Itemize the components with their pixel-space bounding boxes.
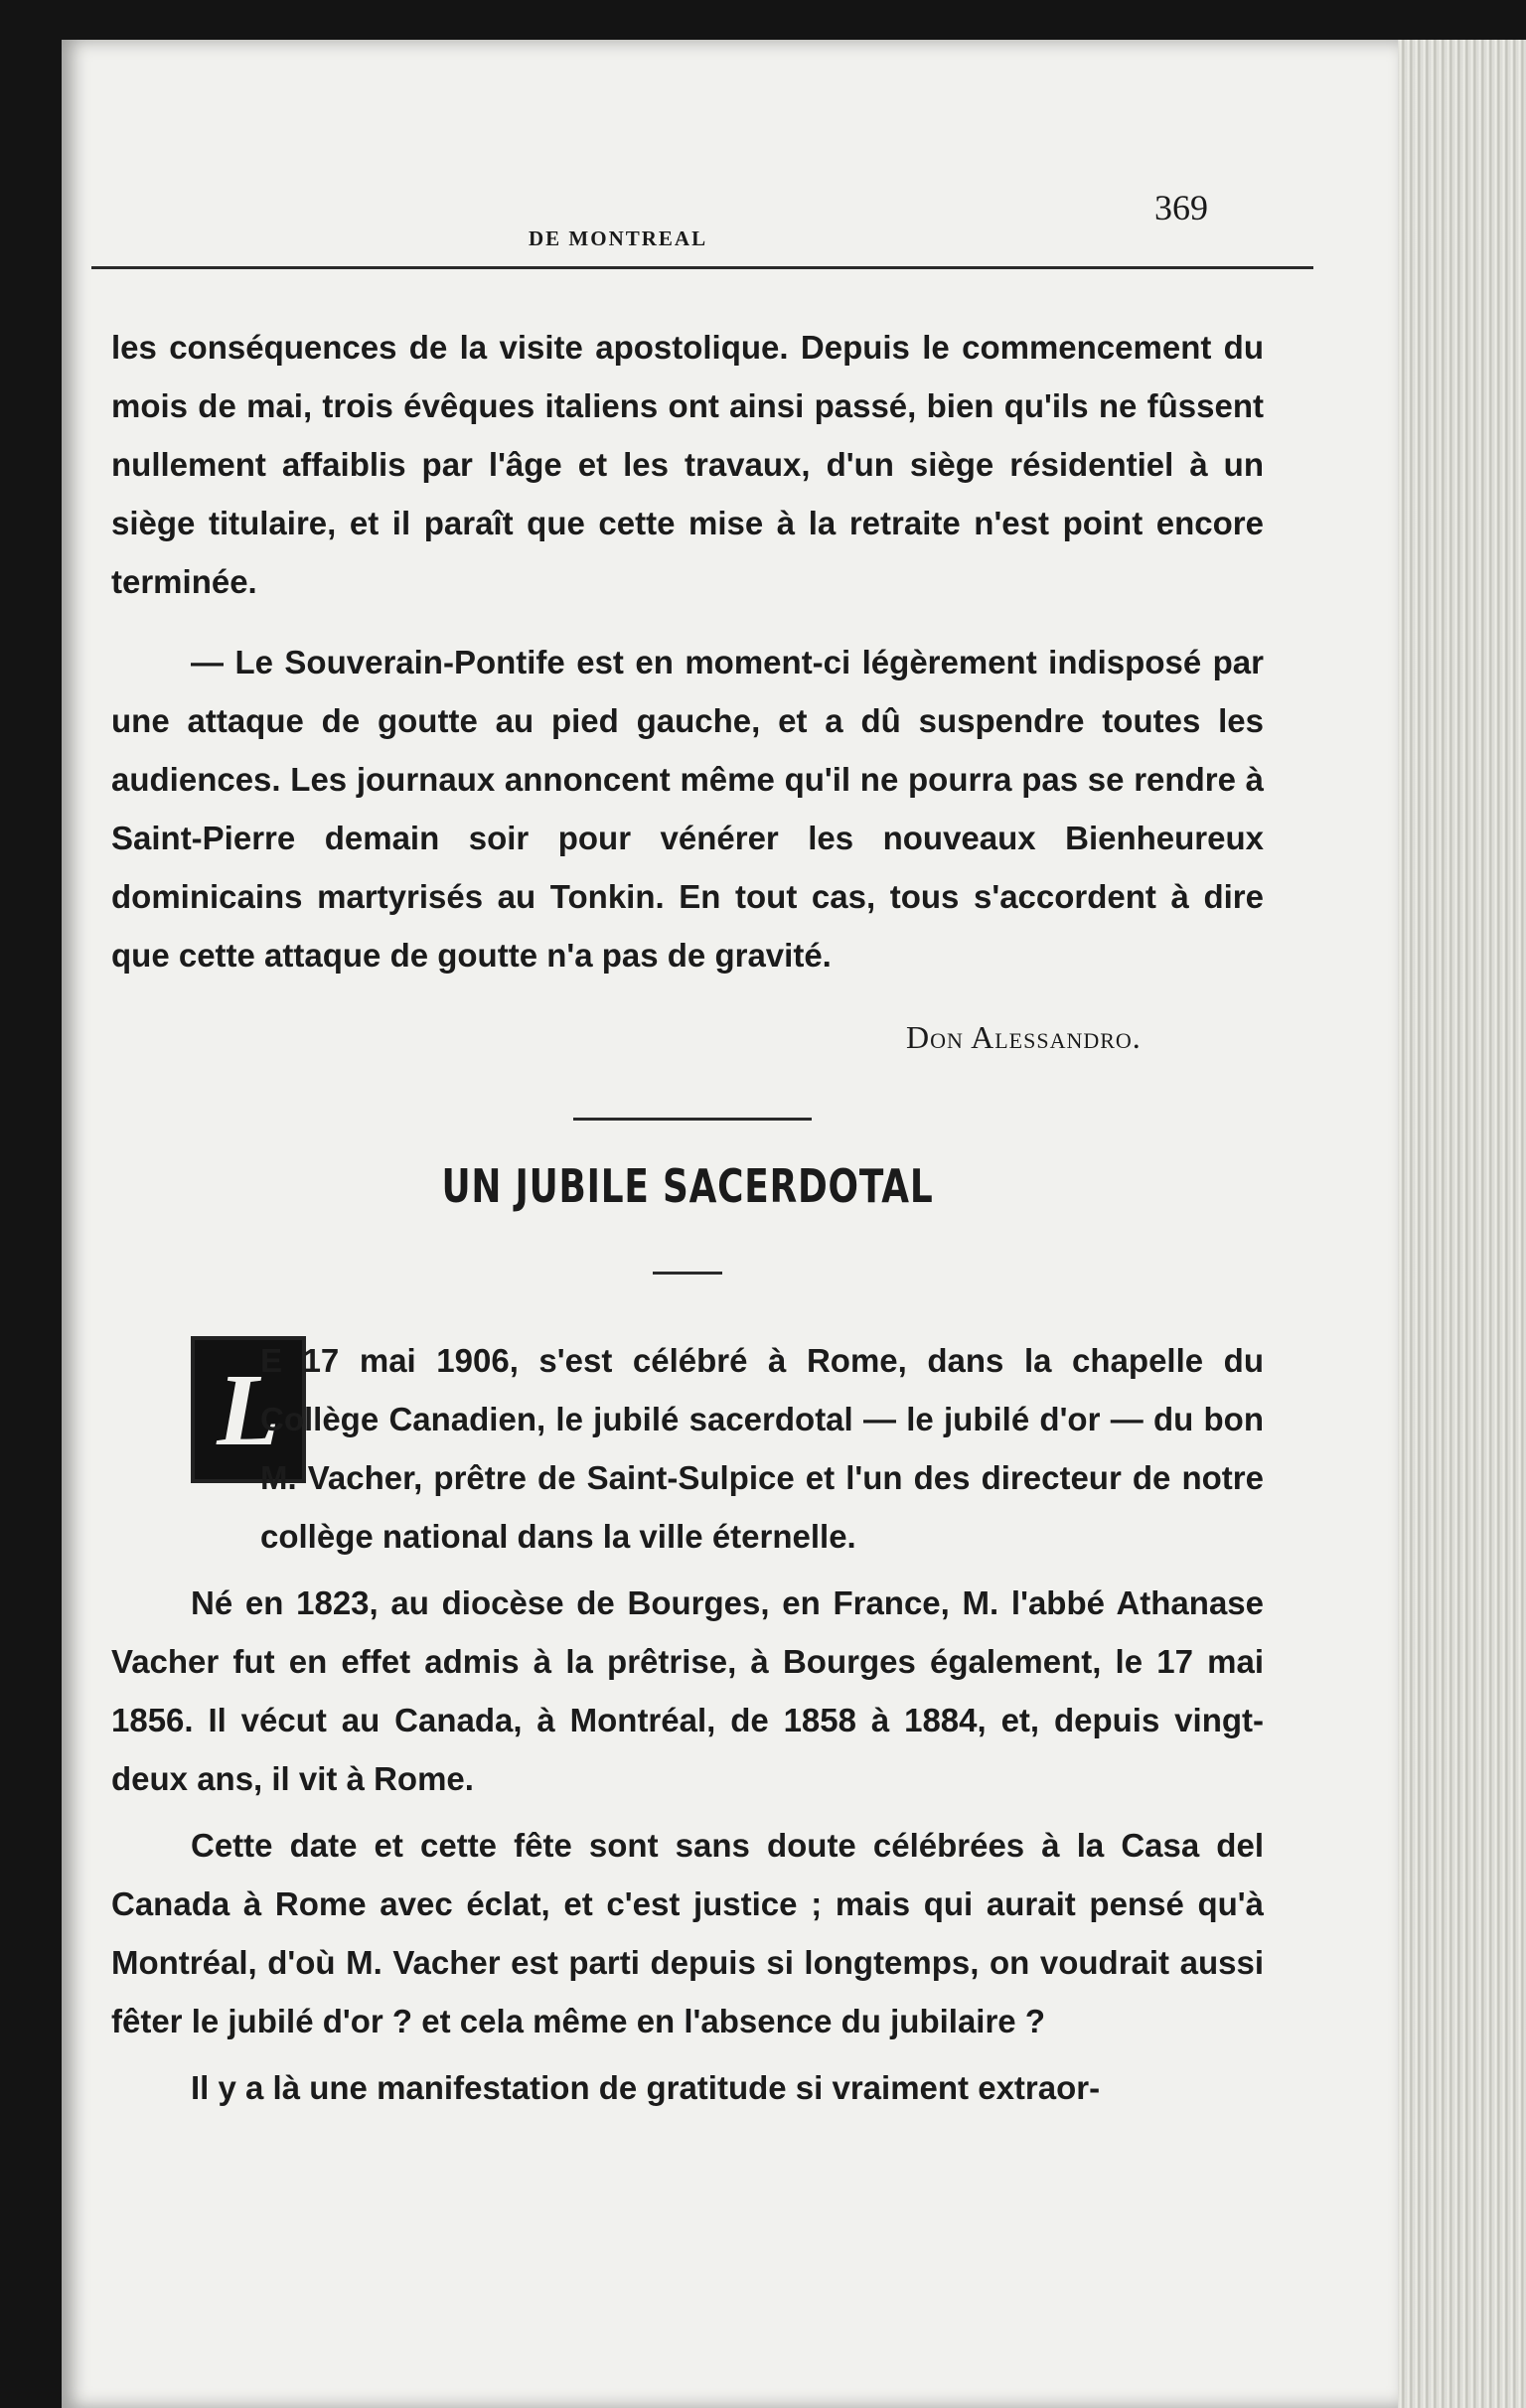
title-underline-rule — [653, 1272, 722, 1275]
article-paragraph-2: Né en 1823, au diocèse de Bourges, en France, M. l'abbé Athanase Vacher fut en effet admis à la prêtrise, à Bourges également, le 17 mai 1856. Il vécut au Canada, à Montréal, de 1858 à 1884, et, depuis vingt-deux ans, il vit à Rome. — [111, 1584, 1264, 1797]
article-paragraph-3: Cette date et cette fête sont sans doute célébrées à la Casa del Canada à Rome avec éclat, et c'est justice ; mais qui aurait pensé qu'à Montréal, d'où M. Vacher est parti depuis si longtemps, on voudrait aussi fêter le jubilé d'or ? et cela même en l'absence du jubilaire ? — [111, 1827, 1264, 2039]
book-page-edges — [1398, 40, 1526, 2408]
continuation-paragraph-2: — Le Souverain-Pontife est en moment-ci légèrement indisposé par une attaque de goutte au pied gauche, et a dû suspendre toutes les audiences. Les journaux annoncent même qu'il ne pourra pas se rendre à Saint-Pierre demain soir pour vénérer les nouveaux Bienheureux dominicains martyrisés au Tonkin. En tout cas, tous s'accordent à dire que cette attaque de goutte n'a pas de gravité. — [111, 644, 1264, 974]
page-header — [91, 159, 1318, 248]
article-lead-paragraph: E 17 mai 1906, s'est célébré à Rome, dans la chapelle du Collège Canadien, le jubilé sacerdotal — le jubilé d'or — du bon M. Vacher, prêtre de Saint-Sulpice et l'un des directeur de notre collège national dans la ville éternelle. — [260, 1342, 1264, 1555]
article-body — [111, 1331, 1264, 2117]
article-paragraphs — [111, 1574, 1264, 2117]
book-page — [62, 40, 1398, 2408]
article-title: UN JUBILE SACERDOTAL — [441, 1159, 934, 1213]
running-head: DE MONTREAL — [529, 226, 708, 250]
section-separator-rule — [573, 1118, 812, 1121]
continuation-paragraph-1: les conséquences de la visite apostolique. Depuis le commencement du mois de mai, trois évêques italiens ont ainsi passé, bien qu'ils ne fûssent nullement affaiblis par l'âge et les travaux, d'un siège résidentiel à un siège titulaire, et il paraît que cette mise à la retraite n'est point encore terminée. — [111, 329, 1264, 600]
page-content — [111, 318, 1264, 2106]
article-paragraph-4: Il y a là une manifestation de gratitude si vraiment extraor- — [191, 2069, 1101, 2106]
signature: Don Alessandro. — [906, 1019, 1142, 1055]
header-rule — [91, 266, 1313, 269]
page-number: 369 — [1154, 188, 1208, 227]
drop-cap-initial: L — [191, 1336, 306, 1483]
